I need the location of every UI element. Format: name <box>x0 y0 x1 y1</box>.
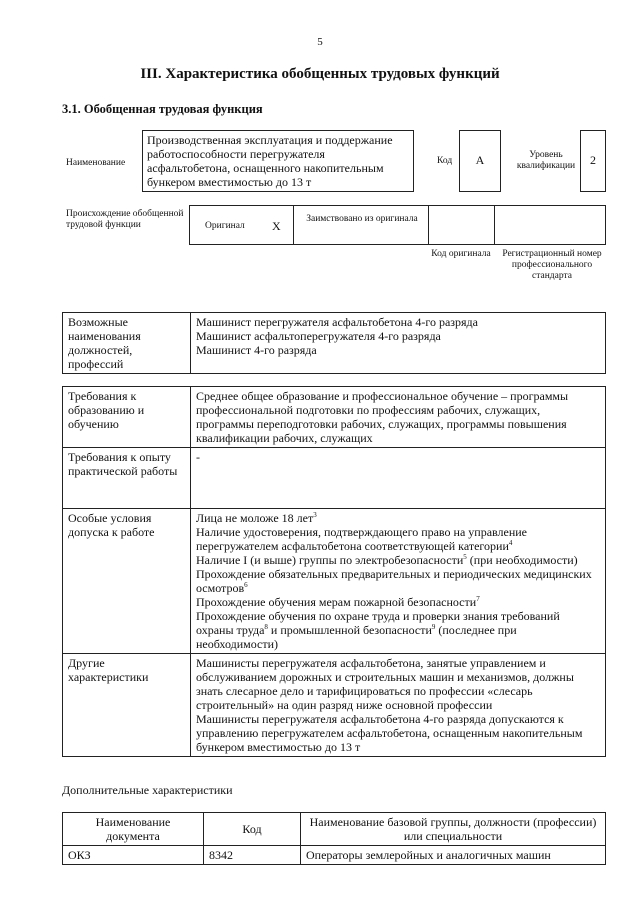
name-label: Наименование <box>66 158 126 168</box>
requirement-line: Машинисты перегружателя асфальтобетона, занятые управлением и обслуживанием дорожных и строительных машин и механизмов, должны знать слесарное дело и тарифицироваться по профессии «слесарь строительный» на один разряд ниже основной профессии <box>196 656 574 712</box>
positions-table <box>62 312 606 374</box>
additional-cell-doc: ОКЗ <box>63 846 204 865</box>
origin-box <box>189 205 606 245</box>
additional-cell-name: Операторы землеройных и аналогичных машин <box>301 846 606 865</box>
additional-header-name: Наименование базовой группы, должности (профессии) или специальности <box>301 813 606 846</box>
requirement-line: Прохождение обучения по охране труда и проверки знания требований охраны труда$^8$ и промышленной безопасности$^9$ (последнее при необходимости) <box>196 609 560 651</box>
requirement-line: Лица не моложе 18 лет$^3$ <box>196 511 317 525</box>
code-value: А <box>459 130 501 192</box>
section-title: III. Характеристика обобщенных трудовых функций <box>140 66 500 82</box>
requirement-line: Прохождение обязательных предварительных и периодических медицинских осмотров$^6$ <box>196 567 592 595</box>
requirement-value <box>191 387 606 448</box>
name-value: Производственная эксплуатация и поддержание работоспособности перегружателя асфальтобетона, оснащенного накопительным бункером вместимостью до 13 т <box>142 130 414 192</box>
additional-table <box>62 812 606 865</box>
code-label: Код <box>437 156 453 166</box>
borrowed-label: Заимствовано из оригинала <box>306 214 418 224</box>
requirement-line: Наличие I (и выше) группы по электробезопасности$^5$ (при необходимости) <box>196 553 578 567</box>
subsection-title: 3.1. Обобщенная трудовая функция <box>62 102 263 116</box>
requirement-line: Наличие удостоверения, подтверждающего право на управление перегружателем асфальтобетона соответствующей категории$^4$ <box>196 525 528 553</box>
requirement-line: - <box>196 450 200 464</box>
requirements-table <box>62 386 606 757</box>
additional-header-row <box>63 813 606 846</box>
additional-title: Дополнительные характеристики <box>62 783 233 797</box>
origin-divider-3 <box>494 205 495 245</box>
requirement-row-experience <box>63 448 606 509</box>
position-item: Машинист перегружателя асфальтобетона 4-го разряда <box>196 315 478 329</box>
positions-values <box>191 313 606 374</box>
origin-label: Происхождение обобщенной трудовой функции <box>66 209 184 230</box>
additional-header-code: Код <box>204 813 301 846</box>
requirement-line: Среднее общее образование и профессиональное обучение – программы профессиональной подготовки по профессиям рабочих, служащих, программы переподготовки рабочих, служащих, программы повышения квалификации рабочих, служащих <box>196 389 569 445</box>
original-mark: Х <box>272 219 281 233</box>
additional-cell-code: 8342 <box>204 846 301 865</box>
level-label: Уровень квалификации <box>516 150 576 171</box>
position-item: Машинист 4-го разряда <box>196 343 317 357</box>
requirement-label: Требования к опыту практической работы <box>63 448 191 509</box>
level-value: 2 <box>580 130 606 192</box>
requirement-row-other <box>63 654 606 757</box>
requirement-label: Другие характеристики <box>63 654 191 757</box>
table-row <box>63 846 606 865</box>
requirement-line: Машинисты перегружателя асфальтобетона 4-го разряда допускаются к управлению перегружателем асфальтобетона, оснащенным накопительным бункером вместимостью до 13 т <box>196 712 583 754</box>
requirement-value <box>191 509 606 654</box>
additional-header-doc: Наименование документа <box>63 813 204 846</box>
requirement-row-education <box>63 387 606 448</box>
reg-number-label: Регистрационный номер профессионального стандарта <box>502 249 602 281</box>
page-number: 5 <box>317 36 323 48</box>
requirement-value <box>191 448 606 509</box>
requirement-value <box>191 654 606 757</box>
requirement-label: Требования к образованию и обучению <box>63 387 191 448</box>
positions-label: Возможные наименования должностей, профессий <box>63 313 191 374</box>
code-original-label: Код оригинала <box>431 249 491 259</box>
requirement-label: Особые условия допуска к работе <box>63 509 191 654</box>
origin-divider-2 <box>428 205 429 245</box>
requirement-row-admission <box>63 509 606 654</box>
origin-divider-1 <box>293 205 294 245</box>
requirement-line: Прохождение обучения мерам пожарной безопасности$^7$ <box>196 595 480 609</box>
original-label: Оригинал <box>205 221 245 231</box>
position-item: Машинист асфальтоперегружателя 4-го разряда <box>196 329 441 343</box>
positions-row <box>63 313 606 374</box>
